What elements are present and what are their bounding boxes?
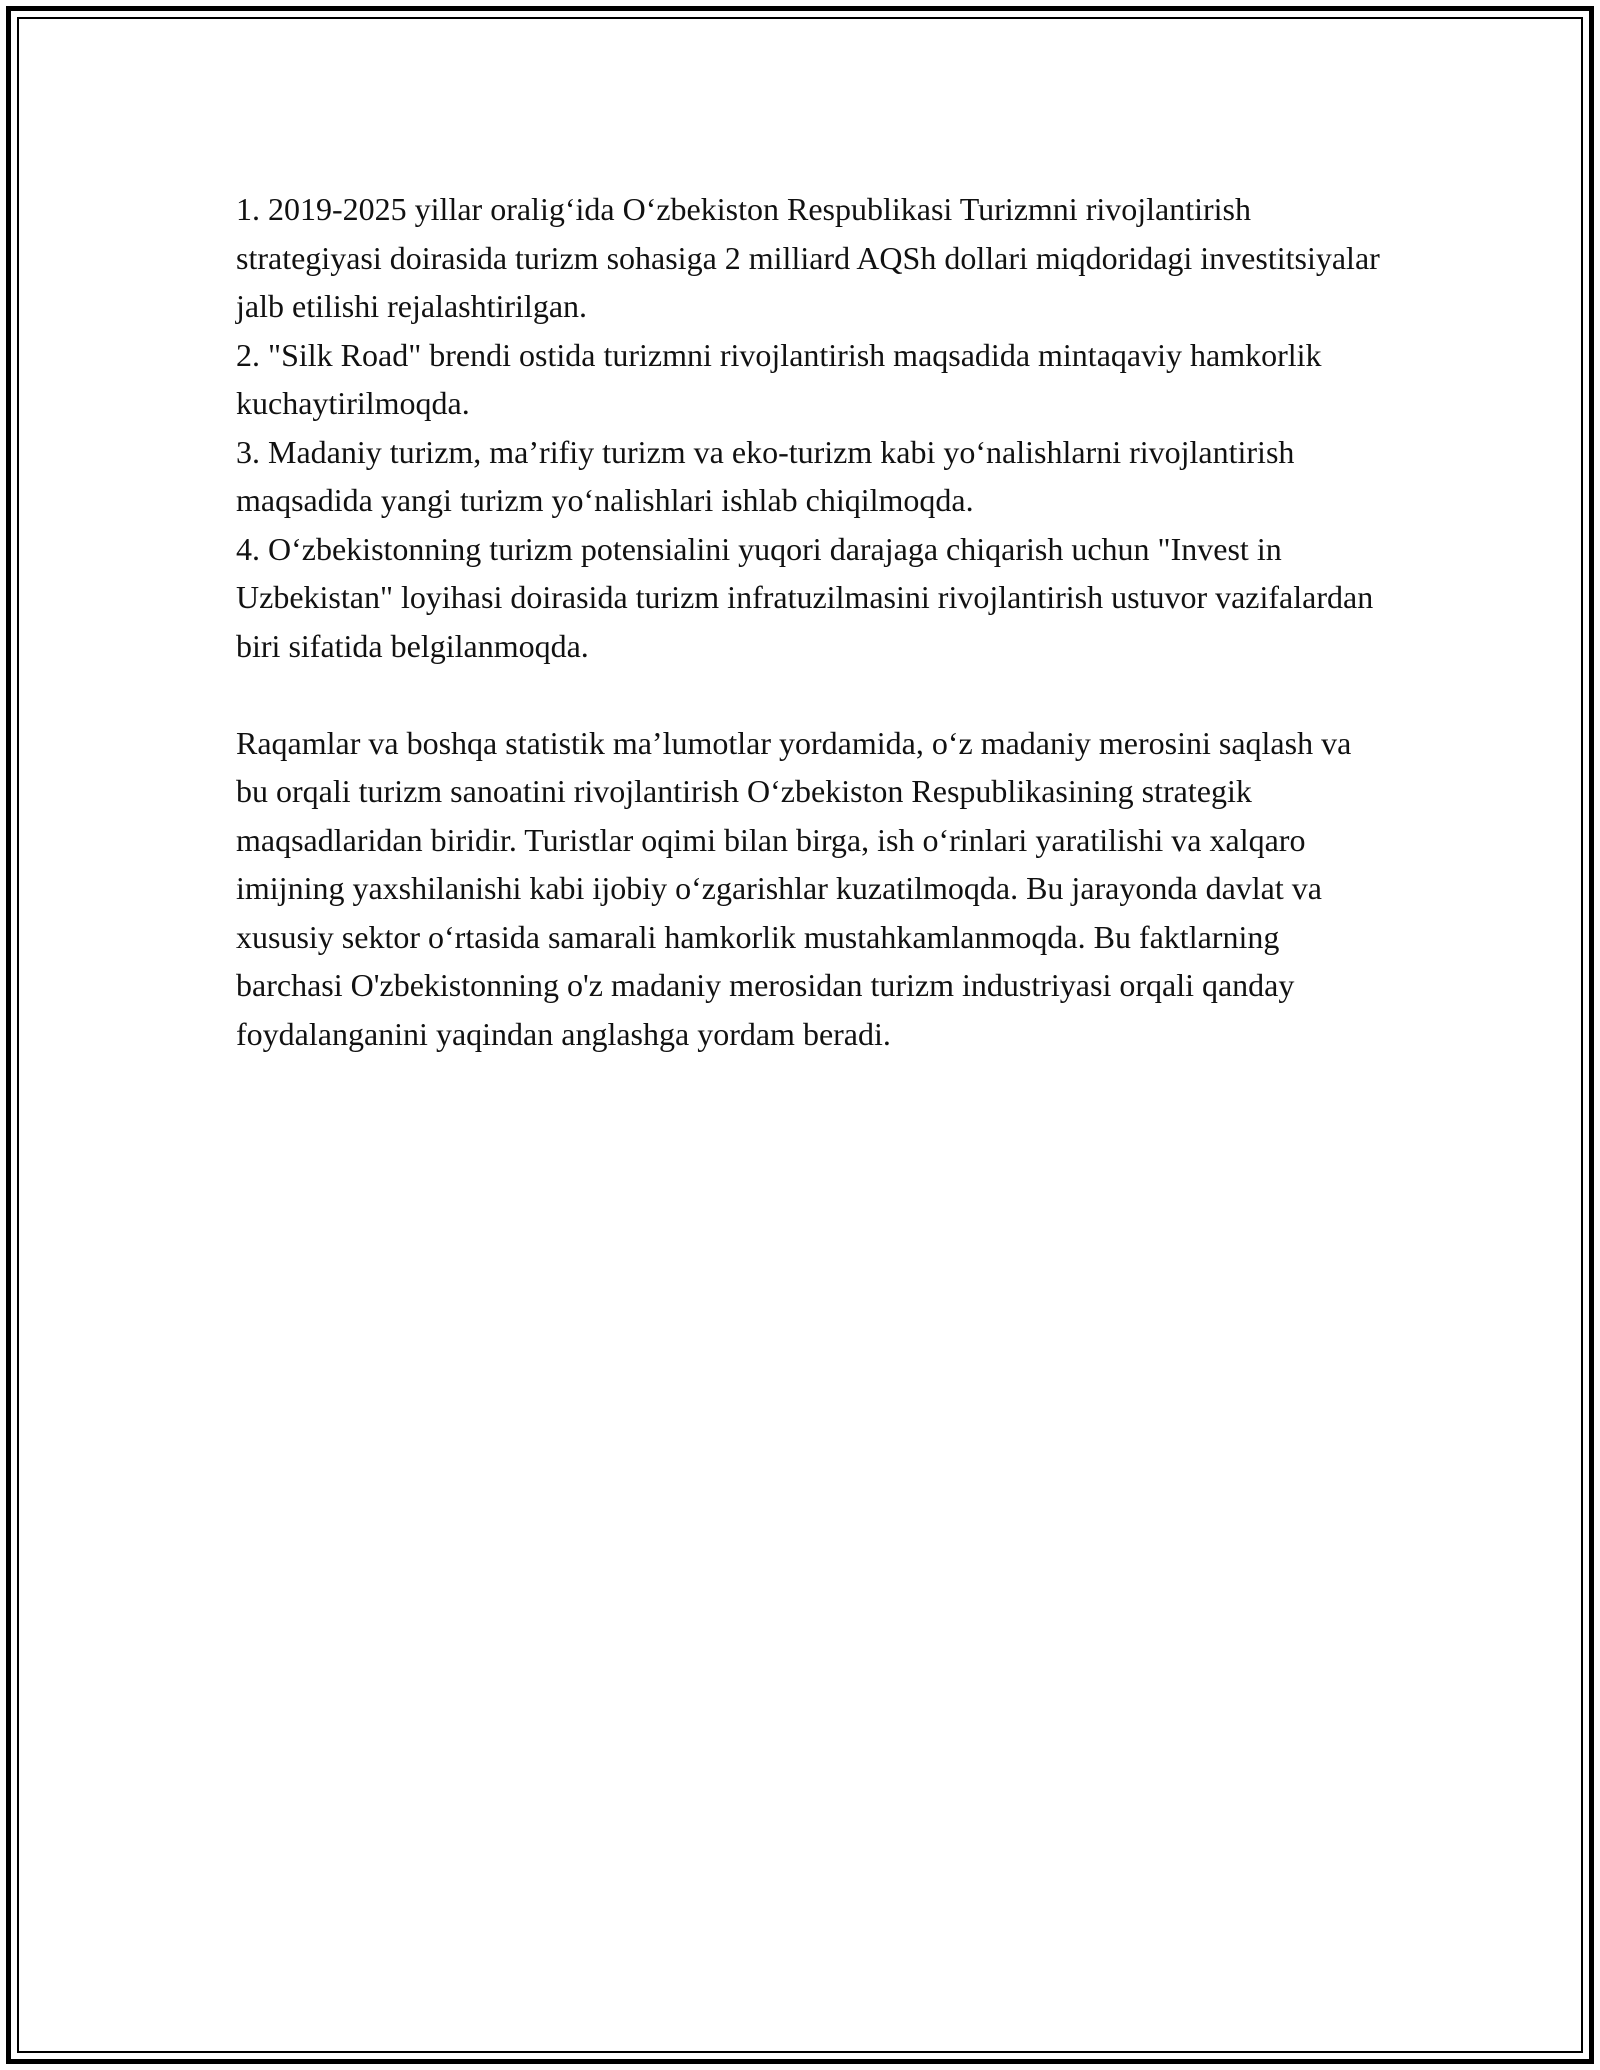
list-item-2: 2. "Silk Road" brendi ostida turizmni rivojlantirish maqsadida mintaqaviy hamkorlik kuchaytirilmoqda. (236, 336, 1322, 421)
list-item-1: 1. 2019-2025 yillar oralig‘ida O‘zbekiston Respublikasi Turizmni rivojlantirish strategiyasi doirasida turizm sohasiga 2 milliard AQSh dollari miqdoridagi investitsiyalar jalb etilishi rejalashtirilgan. (236, 191, 1380, 324)
summary-paragraph: Raqamlar va boshqa statistik ma’lumotlar yordamida, o‘z madaniy merosini saqlash va bu orqali turizm sanoatini rivojlantirish O‘zbekiston Respublikasining strategik maqsadlaridan biridir. Turistlar oqimi bilan birga, ish o‘rinlari yaratilishi va xalqaro imijning yaxshilanishi kabi ijobiy o‘zgarishlar kuzatilmoqda. Bu jarayonda davlat va xususiy sektor o‘rtasida samarali hamkorlik mustahkamlanmoqda. Bu faktlarning barchasi O'zbekistonning o'z madaniy merosidan turizm industriyasi orqali qanday foydalanganini yaqindan anglashga yordam beradi. (236, 724, 1352, 1052)
list-item-4: 4. O‘zbekistonning turizm potensialini yuqori darajaga chiqarish uchun "Invest in Uzbekistan" loyihasi doirasida turizm infratuzilmasini rivojlantirish ustuvor vazifalardan biri sifatida belgilanmoqda. (236, 530, 1374, 664)
list-item-3: 3. Madaniy turizm, ma’rifiy turizm va eko-turizm kabi yo‘nalishlarni rivojlantirish maqsadida yangi turizm yo‘nalishlari ishlab chiqilmoqda. (236, 433, 1295, 518)
document-body (236, 185, 1386, 1058)
